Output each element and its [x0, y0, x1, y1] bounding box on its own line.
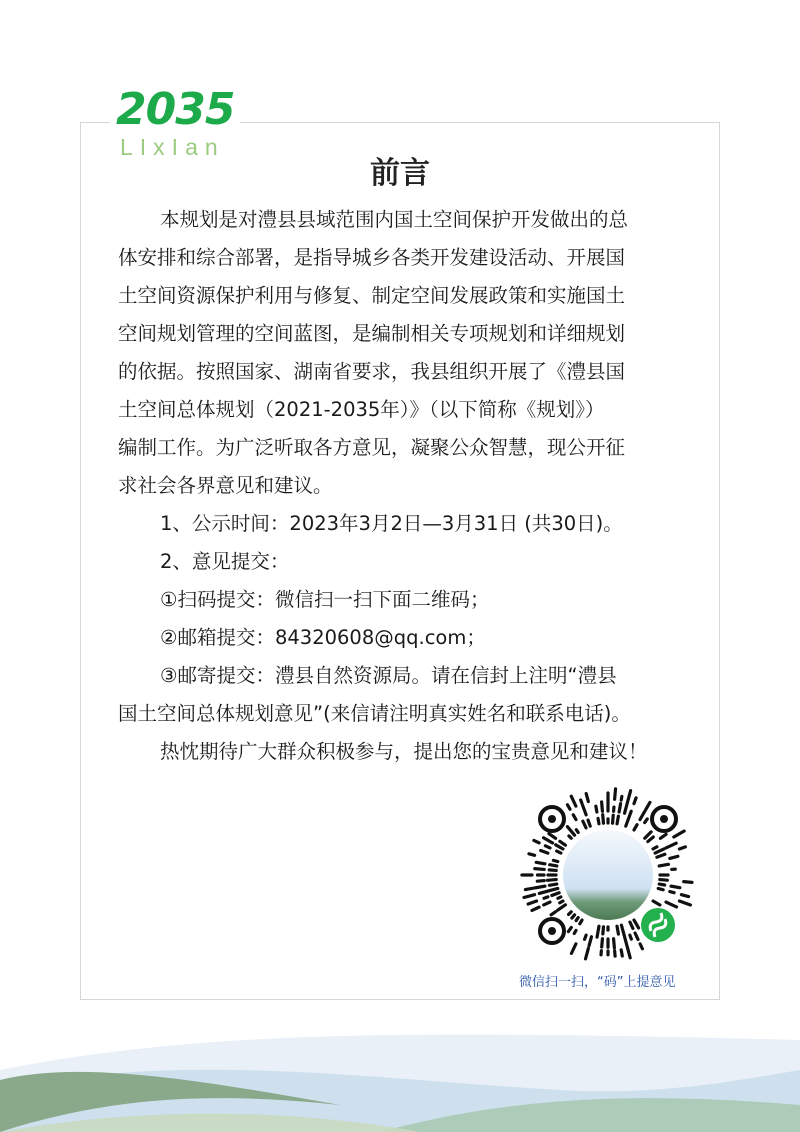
- code-dash: [617, 926, 618, 934]
- logo-number: 2035: [116, 84, 235, 135]
- code-dash: [653, 901, 660, 905]
- code-dash: [679, 901, 690, 905]
- code-dash: [534, 840, 539, 842]
- paragraph-line: 编制工作。为广泛听取各方意见，凝聚公众智慧，现公开征: [118, 436, 626, 459]
- code-dash: [660, 880, 668, 881]
- code-dash: [586, 794, 588, 802]
- code-dash: [532, 907, 539, 910]
- code-dash: [657, 854, 665, 857]
- submission-email: ②邮箱提交：84320608@qq.com；: [160, 626, 486, 649]
- notice-period: 1、公示时间：2023年3月2日—3月31日 (共30日)。: [160, 512, 623, 535]
- code-dash: [634, 920, 639, 928]
- code-dash: [626, 816, 630, 826]
- code-dash: [679, 847, 685, 849]
- code-dash: [548, 880, 557, 881]
- paragraph-line: 求社会各界意见和建议。: [118, 474, 333, 497]
- code-dash: [635, 933, 638, 939]
- code-dash: [569, 836, 571, 838]
- code-dash: [545, 846, 550, 848]
- submission-heading: 2、意见提交：: [160, 550, 290, 573]
- code-dash: [625, 937, 628, 948]
- code-dash: [574, 930, 576, 933]
- code-dash: [544, 902, 550, 905]
- page-title: 前言: [370, 156, 430, 191]
- code-dash: [567, 805, 570, 809]
- code-dash: [630, 922, 633, 928]
- code-dash: [660, 834, 666, 838]
- code-dash: [528, 901, 536, 904]
- code-dash: [541, 851, 548, 854]
- code-dash: [581, 800, 582, 804]
- code-dash: [630, 935, 631, 939]
- code-dash: [614, 939, 615, 948]
- code-dash: [550, 865, 557, 866]
- code-dash: [602, 802, 603, 811]
- submission-mail-cont: 国土空间总体规划意见”(来信请注明真实姓名和联系电话)。: [118, 702, 631, 725]
- code-dash: [537, 881, 544, 882]
- code-dash: [572, 915, 575, 918]
- paragraph-line: 体安排和综合部署，是指导城乡各类开发建设活动、开展国: [118, 246, 626, 269]
- code-dash: [621, 950, 622, 956]
- code-dash: [571, 796, 576, 806]
- code-dash: [558, 905, 566, 910]
- submission-mail: ③邮寄提交：澧县自然资源局。请在信封上注明“澧县: [160, 664, 617, 687]
- code-dash: [549, 834, 556, 839]
- code-dash: [596, 806, 597, 812]
- code-dash: [568, 927, 571, 931]
- code-dash: [621, 796, 622, 800]
- code-dash: [585, 935, 587, 939]
- code-dash: [551, 912, 555, 915]
- code-dash: [640, 811, 645, 820]
- qr-caption: 微信扫一扫，“码”上提意见: [519, 975, 676, 990]
- code-dash: [558, 897, 561, 898]
- code-dash: [573, 815, 576, 820]
- code-dash: [567, 827, 574, 836]
- code-dash: [670, 892, 674, 893]
- wechat-mini-program-code[interactable]: [518, 785, 698, 965]
- code-dash: [524, 895, 535, 898]
- code-dash: [576, 918, 578, 921]
- code-dash: [589, 937, 591, 946]
- code-dash: [625, 802, 628, 813]
- code-dash: [547, 888, 558, 891]
- code-dash: [621, 925, 624, 935]
- code-dash: [645, 832, 651, 838]
- code-dash: [659, 864, 668, 866]
- code-dash: [653, 847, 657, 849]
- code-dash: [666, 902, 677, 907]
- code-dash: [535, 869, 544, 870]
- code-dash: [674, 831, 684, 837]
- paragraph-line: 空间规划管理的空间蓝图，是编制相关专项规划和详细规划: [118, 322, 626, 345]
- code-dash: [648, 837, 653, 842]
- logo-subtitle: LIxIan: [120, 134, 225, 160]
- code-dash: [529, 854, 535, 856]
- paragraph-line: 土空间资源保护利用与修复、制定空间发展政策和实施国土: [118, 284, 626, 307]
- code-dash: [535, 886, 545, 888]
- paragraph-line: 土空间总体规划（2021-2035年）》（以下简称《规划》）: [118, 398, 605, 421]
- code-dash: [684, 882, 692, 883]
- code-dash: [646, 802, 650, 809]
- code-dash: [571, 944, 575, 953]
- code-dash: [557, 851, 561, 853]
- code-dash: [525, 888, 533, 889]
- code-dash: [580, 920, 582, 924]
- finder-mark: [540, 807, 564, 831]
- code-dash: [619, 804, 620, 812]
- code-dash: [655, 849, 664, 853]
- code-center-image: [563, 830, 653, 920]
- code-dash: [613, 815, 614, 823]
- decorative-waves: [0, 1010, 800, 1132]
- code-dash: [549, 870, 556, 871]
- code-dash: [659, 884, 664, 885]
- code-dash: [553, 860, 557, 861]
- code-dash: [628, 948, 631, 957]
- code-dash: [544, 897, 548, 898]
- code-dash: [576, 830, 578, 833]
- code-dash: [586, 948, 589, 958]
- submission-qr: ①扫码提交：微信扫一扫下面二维码；: [160, 588, 490, 611]
- code-dash: [628, 791, 631, 802]
- code-dash: [645, 819, 648, 823]
- code-dash: [603, 815, 604, 824]
- code-dash: [603, 927, 604, 934]
- code-dash: [615, 789, 616, 799]
- code-dash: [617, 816, 618, 824]
- mini-program-icon: [641, 908, 675, 942]
- code-dash: [549, 884, 556, 885]
- code-dash: [556, 845, 563, 849]
- code-dash: [560, 841, 566, 845]
- code-dash: [670, 856, 678, 858]
- code-dash: [602, 939, 603, 947]
- code-dash: [583, 821, 586, 828]
- code-dash: [536, 862, 545, 864]
- code-dash: [666, 843, 676, 848]
- code-dash: [630, 811, 631, 815]
- code-dash: [634, 825, 637, 830]
- code-dash: [634, 798, 636, 804]
- code-dash: [681, 895, 688, 897]
- paragraph-line: 本规划是对澧县县域范围内国土空间保护开发做出的总: [160, 208, 629, 231]
- finder-mark: [652, 807, 676, 831]
- code-dash: [598, 818, 599, 823]
- code-dash: [583, 805, 586, 815]
- code-dash: [569, 912, 572, 915]
- paragraph-line: 的依据。按照国家、湖南省要求，我县组织开展了《澧县国: [118, 360, 626, 383]
- code-dash: [539, 892, 546, 894]
- code-dash: [588, 820, 590, 826]
- code-dash: [544, 838, 553, 843]
- code-dash: [640, 944, 642, 949]
- code-dash: [552, 893, 559, 896]
- code-dash: [597, 926, 599, 937]
- code-dash: [560, 901, 563, 903]
- finder-mark: [540, 919, 564, 943]
- code-dash: [658, 888, 663, 889]
- closing-line: 热忱期待广大群众积极参与，提出您的宝贵意见和建议！: [160, 740, 648, 763]
- code-dash: [671, 886, 680, 888]
